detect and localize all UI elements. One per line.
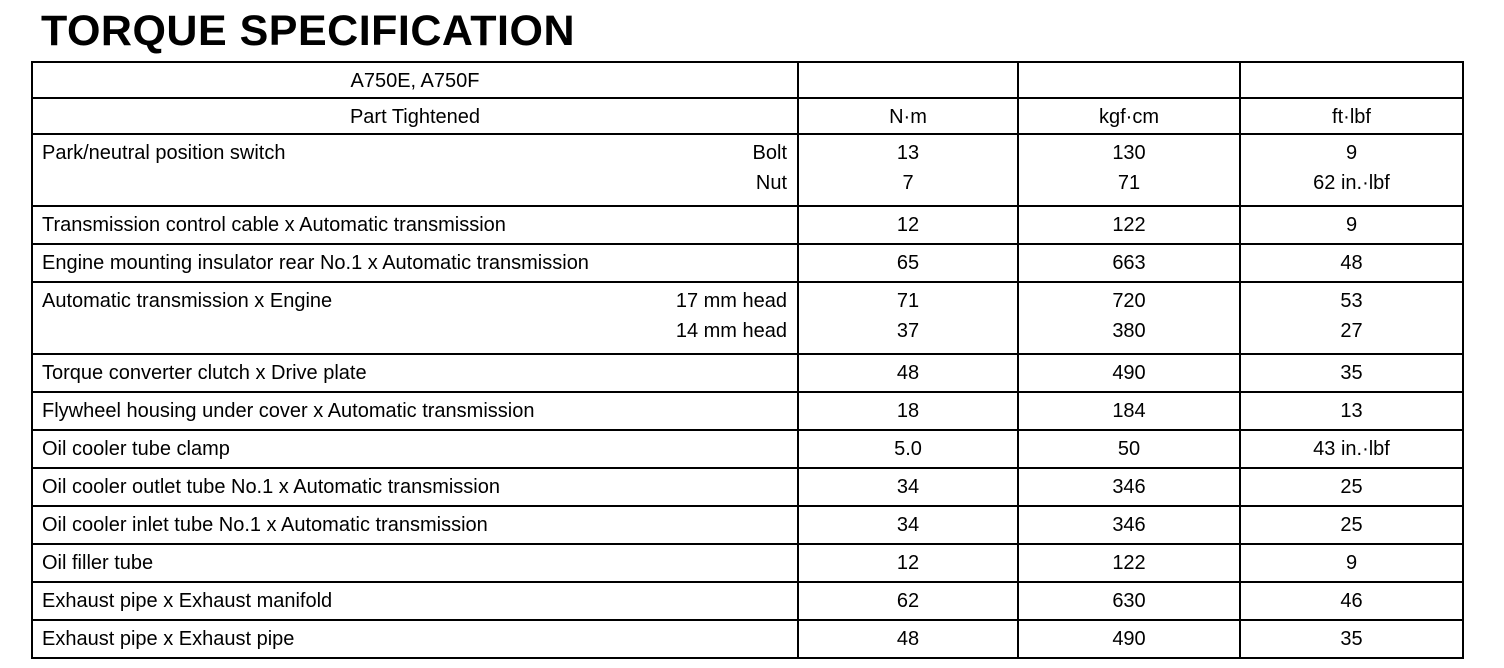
value-cell-ftlbf: [1240, 430, 1463, 468]
model-cell: [32, 62, 798, 98]
value-cell-nm: [798, 468, 1018, 506]
value-kgfcm: 490: [1112, 362, 1146, 384]
value-cell-kgfcm: [1018, 282, 1240, 354]
value-cell-ftlbf: [1240, 468, 1463, 506]
value-cell-nm: [798, 506, 1018, 544]
value-cell-ftlbf: [1240, 282, 1463, 354]
value-kgfcm: 71: [1117, 172, 1141, 194]
value-kgfcm: 122: [1112, 552, 1146, 574]
part-name: Oil filler tube: [42, 552, 154, 574]
value-nm: 71: [896, 290, 920, 312]
part-cell: [32, 354, 798, 392]
value-kgfcm: 720: [1112, 290, 1146, 312]
value-cell-kgfcm: [1018, 244, 1240, 282]
header-ftlbf: [1240, 98, 1463, 134]
value-cell-ftlbf: [1240, 544, 1463, 582]
value-kgfcm: 630: [1112, 590, 1146, 612]
empty-cell: [1018, 62, 1240, 98]
value-cell-nm: [798, 354, 1018, 392]
value-kgfcm: 490: [1112, 628, 1146, 650]
part-cell: [32, 582, 798, 620]
header-kgfcm: [1018, 98, 1240, 134]
value-nm: 34: [896, 476, 920, 498]
value-ftlbf: 35: [1340, 628, 1363, 650]
value-cell-kgfcm: [1018, 582, 1240, 620]
sub-labels: [676, 289, 787, 349]
value-cell-nm: [798, 430, 1018, 468]
value-nm: 18: [896, 400, 920, 422]
page-title: TORQUE SPECIFICATION: [41, 7, 575, 55]
value-cell-nm: [798, 392, 1018, 430]
value-kgfcm: 122: [1112, 214, 1146, 236]
part-name: Transmission control cable x Automatic transmission: [42, 214, 506, 236]
sub-label: 17 mm head: [675, 290, 787, 312]
value-cell-kgfcm: [1018, 468, 1240, 506]
sub-label: Nut: [755, 172, 787, 194]
torque-spec-table: [31, 61, 1464, 659]
value-cell-ftlbf: [1240, 206, 1463, 244]
value-ftlbf: 25: [1340, 476, 1363, 498]
value-stack: [799, 135, 1017, 195]
value-nm: 12: [896, 552, 920, 574]
empty-cell: [798, 62, 1018, 98]
value-nm: 34: [896, 514, 920, 536]
part-cell: [32, 620, 798, 658]
value-nm: 62: [896, 590, 920, 612]
sub-label: 14 mm head: [675, 320, 787, 342]
value-cell-ftlbf: [1240, 392, 1463, 430]
value-nm: 13: [896, 142, 920, 164]
header-ftlbf-label: ft·lbf: [1332, 106, 1371, 128]
table-row: [32, 392, 1463, 430]
value-ftlbf: 53: [1340, 290, 1363, 312]
value-cell-kgfcm: [1018, 134, 1240, 206]
value-ftlbf: 9: [1345, 214, 1358, 236]
table-row: [32, 620, 1463, 658]
value-nm: 65: [896, 252, 920, 274]
part-cell: [32, 506, 798, 544]
value-ftlbf: 48: [1340, 252, 1363, 274]
part-cell: [32, 392, 798, 430]
model-row: [32, 62, 1463, 98]
value-ftlbf: 35: [1340, 362, 1363, 384]
value-cell-ftlbf: [1240, 506, 1463, 544]
value-cell-ftlbf: [1240, 244, 1463, 282]
header-part-label: Part Tightened: [349, 106, 481, 128]
value-kgfcm: 184: [1112, 400, 1146, 422]
part-cell: [32, 134, 798, 206]
spec-rows: [32, 134, 1463, 658]
part-name: Oil cooler outlet tube No.1 x Automatic transmission: [42, 476, 500, 498]
header-part: [32, 98, 798, 134]
part-cell: [32, 244, 798, 282]
sub-label: Bolt: [752, 142, 787, 164]
header-row: [32, 98, 1463, 134]
part-name: Automatic transmission x Engine: [42, 290, 333, 312]
value-ftlbf: 46: [1340, 590, 1363, 612]
value-kgfcm: 130: [1112, 142, 1146, 164]
value-stack: [799, 283, 1017, 343]
value-ftlbf: 27: [1340, 320, 1363, 342]
value-cell-nm: [798, 134, 1018, 206]
value-kgfcm: 380: [1112, 320, 1146, 342]
part-name: Flywheel housing under cover x Automatic transmission: [42, 400, 535, 422]
value-kgfcm: 50: [1117, 438, 1141, 460]
table-row: [32, 582, 1463, 620]
value-nm: 5.0: [894, 438, 922, 460]
table-row: [32, 354, 1463, 392]
table-row: [32, 206, 1463, 244]
value-cell-nm: [798, 244, 1018, 282]
value-cell-nm: [798, 620, 1018, 658]
table-row: [32, 468, 1463, 506]
value-stack: [1241, 135, 1462, 195]
value-kgfcm: 346: [1112, 514, 1146, 536]
value-stack: [1241, 283, 1462, 343]
value-cell-ftlbf: [1240, 620, 1463, 658]
value-cell-ftlbf: [1240, 354, 1463, 392]
part-name: Oil cooler inlet tube No.1 x Automatic transmission: [42, 514, 488, 536]
value-nm: 12: [896, 214, 920, 236]
value-ftlbf: 9: [1345, 142, 1358, 164]
part-name: Torque converter clutch x Drive plate: [42, 362, 367, 384]
value-cell-kgfcm: [1018, 620, 1240, 658]
sub-labels: [753, 141, 787, 201]
value-cell-nm: [798, 544, 1018, 582]
value-ftlbf: 13: [1340, 400, 1363, 422]
value-cell-nm: [798, 206, 1018, 244]
table-row: [32, 430, 1463, 468]
value-cell-kgfcm: [1018, 430, 1240, 468]
part-cell: [32, 544, 798, 582]
part-name: Engine mounting insulator rear No.1 x Automatic transmission: [42, 252, 589, 274]
value-cell-kgfcm: [1018, 544, 1240, 582]
value-nm: 48: [896, 628, 920, 650]
value-kgfcm: 663: [1112, 252, 1146, 274]
value-stack: [1019, 135, 1239, 195]
model-label: A750E, A750F: [350, 70, 480, 92]
part-cell: [32, 468, 798, 506]
header-kgfcm-label: kgf·cm: [1099, 106, 1159, 128]
value-kgfcm: 346: [1112, 476, 1146, 498]
value-cell-kgfcm: [1018, 206, 1240, 244]
table-row: [32, 544, 1463, 582]
part-name: Park/neutral position switch: [42, 142, 286, 164]
value-ftlbf: 9: [1345, 552, 1358, 574]
part-cell: [32, 206, 798, 244]
value-cell-ftlbf: [1240, 134, 1463, 206]
value-ftlbf: 25: [1340, 514, 1363, 536]
value-cell-nm: [798, 282, 1018, 354]
part-name: Exhaust pipe x Exhaust pipe: [42, 628, 295, 650]
value-cell-nm: [798, 582, 1018, 620]
value-ftlbf: 43 in.·lbf: [1313, 438, 1390, 460]
part-cell: [32, 430, 798, 468]
value-nm: 37: [896, 320, 920, 342]
part-name: Oil cooler tube clamp: [42, 438, 230, 460]
value-cell-kgfcm: [1018, 392, 1240, 430]
value-cell-kgfcm: [1018, 506, 1240, 544]
table-row: [32, 244, 1463, 282]
part-cell: [32, 282, 798, 354]
table-row: [32, 134, 1463, 206]
value-nm: 48: [896, 362, 920, 384]
table-row: [32, 506, 1463, 544]
value-cell-ftlbf: [1240, 582, 1463, 620]
header-nm: [798, 98, 1018, 134]
table-row: [32, 282, 1463, 354]
value-nm: 7: [902, 172, 914, 194]
part-name: Exhaust pipe x Exhaust manifold: [42, 590, 333, 612]
value-stack: [1019, 283, 1239, 343]
empty-cell: [1240, 62, 1463, 98]
value-cell-kgfcm: [1018, 354, 1240, 392]
value-ftlbf: 62 in.·lbf: [1313, 172, 1390, 194]
header-nm-label: N·m: [889, 106, 927, 128]
